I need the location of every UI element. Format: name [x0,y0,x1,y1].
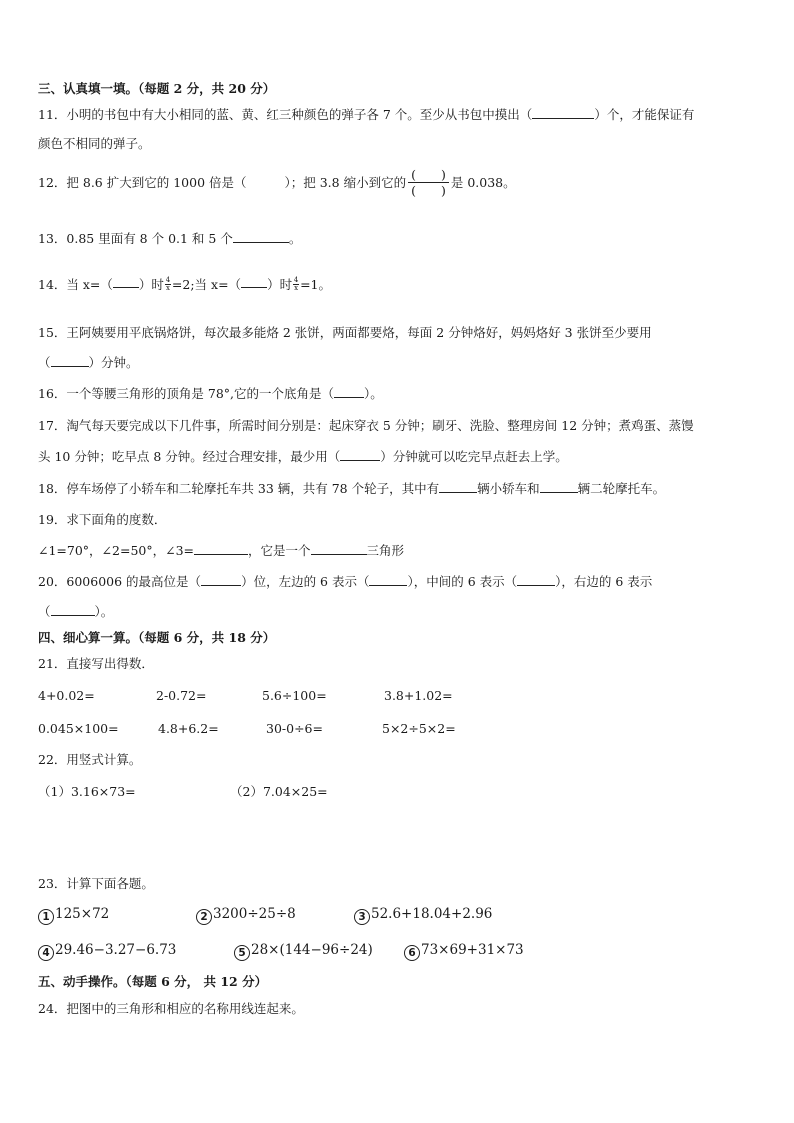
answer-blank[interactable] [241,276,267,288]
calc-item: 6 73×69+31×73 [404,942,524,961]
answer-blank[interactable] [517,574,555,586]
small-fraction: $\frac{4}{x}$ [165,276,171,292]
question-17: 17．淘气每天要完成以下几件事，所需时间分别是：起床穿衣 5 分钟；刷牙、洗脸、整理房间 12 分钟；煮鸡蛋、蒸馒 [38,418,694,433]
question-22: 22．用竖式计算。 [38,752,142,767]
answer-blank[interactable] [439,481,477,493]
answer-blank[interactable] [233,231,289,243]
question-20: 20．6006006 的最高位是（ ）位，左边的 6 表示（ ），中间的 6 表示（ ），右边的 6 表示 [38,574,653,589]
vertical-calc-item: （2）7.04×25= [230,784,328,799]
oral-calc-item: 4.8+6.2= [158,721,219,736]
circled-number: 6 [404,945,420,961]
oral-calc-item: 4+0.02= [38,688,95,703]
oral-calc-item: 2-0.72= [156,688,207,703]
answer-blank[interactable] [113,276,139,288]
section-4-heading: 四、细心算一算。（每题 6 分，共 18 分） [38,630,276,645]
question-13: 13．0.85 里面有 8 个 0.1 和 5 个 。 [38,231,302,246]
section-5-heading: 五、动手操作。（每题 6 分， 共 12 分） [38,974,268,989]
calc-item: 2 3200÷25÷8 [196,906,296,925]
fraction-blank[interactable]: $\frac{( )}{( )}$ [408,167,449,198]
answer-blank[interactable] [340,449,380,461]
question-15-cont: （ ）分钟。 [38,355,139,370]
question-21: 21．直接写出得数． [38,656,154,671]
circled-number: 4 [38,945,54,961]
calc-item: 1 125×72 [38,906,109,925]
circled-number: 1 [38,909,54,925]
question-11: 11．小明的书包中有大小相同的蓝、黄、红三种颜色的弹子各 7 个。至少从书包中摸出（ ）个，才能保证有 [38,107,695,122]
vertical-calc-item: （1）3.16×73= [38,784,136,799]
question-23: 23．计算下面各题。 [38,876,154,891]
question-16: 16．一个等腰三角形的顶角是 78°,它的一个底角是（ ）。 [38,386,383,401]
question-18: 18．停车场停了小轿车和二轮摩托车共 33 辆，共有 78 个轮子，其中有 辆小轿车和 辆二轮摩托车。 [38,481,666,496]
oral-calc-item: 5.6÷100= [262,688,327,703]
question-20-cont: （ ）。 [38,604,114,619]
answer-blank[interactable] [334,386,364,398]
calc-item: 4 29.46−3.27−6.73 [38,942,176,961]
question-12: 12．把 8.6 扩大到它的 1000 倍是（ ）；把 3.8 缩小到它的 $\frac{( )}{( )}$ 是 0.038。 [38,167,516,198]
answer-blank[interactable] [51,604,95,616]
oral-calc-item: 3.8+1.02= [384,688,453,703]
question-11-cont: 颜色不相同的弹子。 [38,136,151,151]
answer-blank[interactable] [311,543,367,555]
calc-item: 3 52.6+18.04+2.96 [354,906,492,925]
oral-calc-item: 0.045×100= [38,721,119,736]
question-14: 14．当 x=（ ）时$\frac{4}{x}=2$;当 x=（ ）时$\frac{4}{x}=1$。 [38,276,332,292]
answer-blank[interactable] [369,574,407,586]
answer-blank[interactable] [194,543,248,555]
answer-blank[interactable] [532,107,594,119]
question-17-cont: 头 10 分钟；吃早点 8 分钟。经过合理安排，最少用（ ）分钟就可以吃完早点赶去上学。 [38,449,568,464]
small-fraction: $\frac{4}{x}$ [293,276,299,292]
answer-blank[interactable] [540,481,578,493]
circled-number: 5 [234,945,250,961]
section-3-heading: 三、认真填一填。（每题 2 分，共 20 分） [38,81,276,96]
answer-blank[interactable] [201,574,241,586]
oral-calc-item: 30-0÷6= [266,721,323,736]
question-15: 15．王阿姨要用平底锅烙饼，每次最多能烙 2 张饼，两面都要烙，每面 2 分钟烙好，妈妈烙好 3 张饼至少要用 [38,325,652,340]
oral-calc-item: 5×2÷5×2= [382,721,456,736]
circled-number: 2 [196,909,212,925]
question-19: 19．求下面角的度数． [38,512,167,527]
answer-blank[interactable] [51,355,89,367]
calc-item: 5 28×(144−96÷24) [234,942,373,961]
question-19-cont: ∠1=70°，∠2=50°，∠3= ，它是一个 三角形 [38,543,405,558]
circled-number: 3 [354,909,370,925]
question-24: 24．把图中的三角形和相应的名称用线连起来。 [38,1001,304,1016]
